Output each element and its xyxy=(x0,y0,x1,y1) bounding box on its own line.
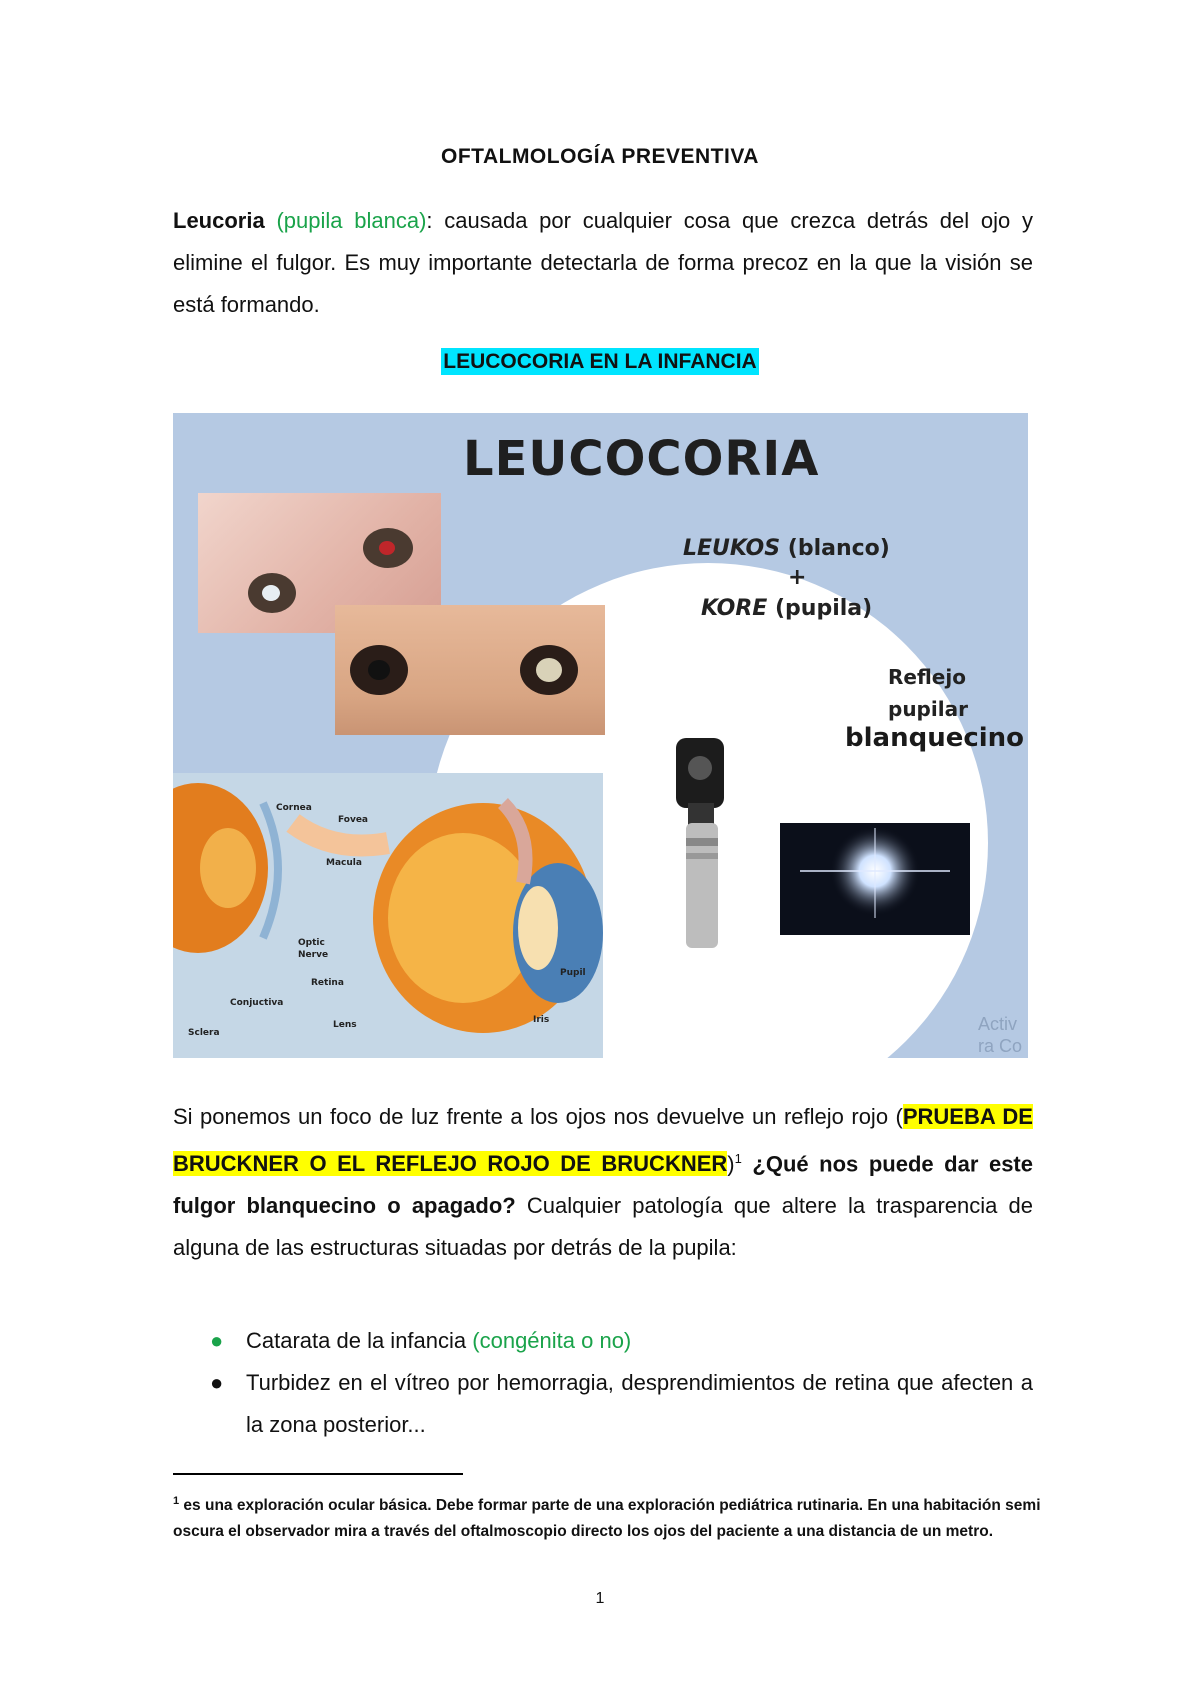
bullet-dot-icon: ● xyxy=(210,1328,224,1353)
para2-text3: Cualquier patología que altere la trasparencia de alguna de las estructuras situadas por detrás de la pupila: xyxy=(173,1193,1034,1261)
bullet-text: Catarata de la infancia xyxy=(246,1328,473,1353)
para2-text1: Si ponemos un foco de luz frente a los ojos nos devuelve un reflejo rojo ( xyxy=(173,1104,903,1129)
page-number: 1 xyxy=(595,1590,605,1607)
eye-left-icon xyxy=(350,645,408,695)
figure-leukos xyxy=(683,536,890,561)
intro-paragraph xyxy=(173,200,1033,326)
bullet-gloss: (congénita o no) xyxy=(472,1328,632,1353)
reflejo-line1: Reflejo xyxy=(888,665,966,689)
intro-term-gloss: (pupila blanca) xyxy=(276,208,427,233)
footnote-number: 1 xyxy=(173,1495,180,1507)
eye-left-icon xyxy=(248,573,296,613)
para2-question: ¿Qué nos puede dar este fulgor blanquecino o apagado? xyxy=(173,1151,1033,1219)
kore-word: KORE xyxy=(701,596,768,621)
label-lens: Lens xyxy=(333,1020,357,1030)
light-flare-icon xyxy=(780,823,970,935)
eye-right-icon xyxy=(520,645,578,695)
bruckner-highlight: PRUEBA DE BRUCKNER O EL REFLEJO ROJO DE BRUCKNER xyxy=(173,1104,1033,1177)
bullet-dot-icon: ● xyxy=(210,1370,224,1395)
leukos-gloss: (blanco) xyxy=(787,536,890,561)
footnote xyxy=(173,1488,1043,1545)
kore-gloss: (pupila) xyxy=(774,596,873,621)
list-item xyxy=(173,1320,1033,1362)
label-optic-1: Optic xyxy=(298,938,325,948)
reflejo-line3: blanquecino xyxy=(845,723,1025,753)
figure-kore xyxy=(701,596,872,621)
intro-text: : causada por cualquier cosa que crezca detrás del ojo y elimine el fulgor. Es muy importante detectarla de forma precoz en la que la visión se está formando. xyxy=(173,208,1034,317)
section-subheading xyxy=(0,350,1200,374)
intro-term: Leucoria xyxy=(173,208,265,233)
baby-eyes-photo-2 xyxy=(335,605,605,735)
watermark-line1: Activ xyxy=(978,1014,1018,1034)
footnote-separator xyxy=(173,1473,463,1475)
footnote-ref: 1 xyxy=(734,1151,742,1166)
bruckner-paragraph xyxy=(173,1096,1033,1269)
page-title: OFTALMOLOGÍA PREVENTIVA xyxy=(441,145,759,168)
eye-right-icon xyxy=(363,528,413,568)
figure-plus: + xyxy=(788,565,807,590)
leukos-word: LEUKOS xyxy=(683,536,781,561)
label-conjunctiva: Conjuctiva xyxy=(230,998,284,1008)
list-item xyxy=(173,1362,1033,1446)
label-fovea: Fovea xyxy=(338,815,369,825)
figure-reflejo xyxy=(888,661,968,725)
label-pupil: Pupil xyxy=(560,968,586,978)
reflejo-line2: pupilar xyxy=(888,697,968,721)
flash-light-photo xyxy=(780,823,970,935)
figure-title: LEUCOCORIA xyxy=(463,431,820,487)
subheading-text: LEUCOCORIA EN LA INFANCIA xyxy=(443,350,757,373)
watermark-text xyxy=(978,1013,1022,1057)
label-optic-2: Nerve xyxy=(298,950,329,960)
leucocoria-figure xyxy=(173,413,1028,1058)
label-sclera: Sclera xyxy=(188,1028,220,1038)
bullet-text: Turbidez en el vítreo por hemorragia, desprendimientos de retina que afecten a la zona posterior... xyxy=(246,1370,1033,1437)
ophthalmoscope-icon xyxy=(658,738,778,953)
label-retina: Retina xyxy=(311,978,344,988)
bullet-list xyxy=(173,1320,1033,1446)
label-macula: Macula xyxy=(326,858,362,868)
eye-anatomy-diagram xyxy=(173,773,603,1058)
para2-text2: ) xyxy=(727,1151,735,1177)
watermark-line2: ra Co xyxy=(978,1036,1023,1056)
footnote-text: es una exploración ocular básica. Debe formar parte de una exploración pediátrica rutinaria. En una habitación semi oscura el observador mira a través del oftalmoscopio directo los ojos del paciente a una distancia de un metro. xyxy=(173,1497,1041,1541)
label-iris: Iris xyxy=(533,1015,550,1025)
label-cornea: Cornea xyxy=(276,803,312,813)
